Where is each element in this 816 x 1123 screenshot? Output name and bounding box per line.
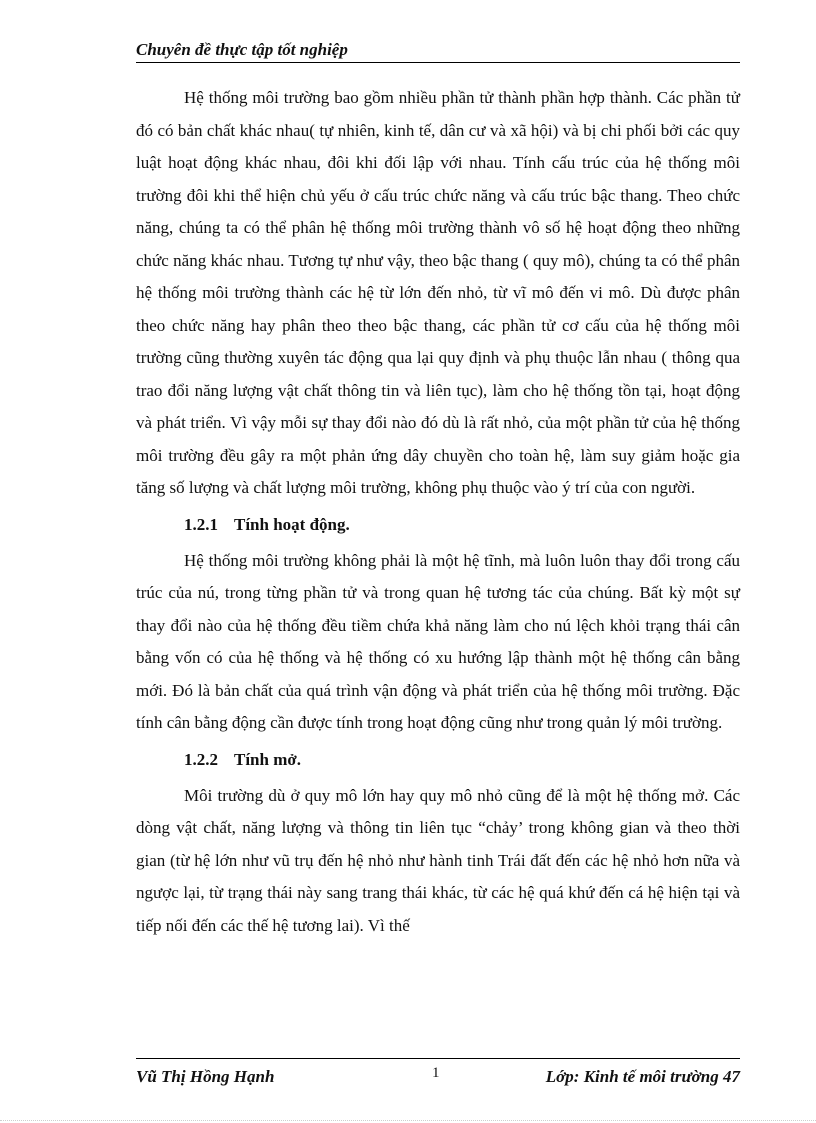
section-heading (136, 740, 740, 780)
section-heading (136, 505, 740, 545)
section-title: Tính hoạt động. (234, 514, 350, 534)
footer-author: Vũ Thị Hồng Hạnh (136, 1067, 275, 1086)
paragraph: Hệ thống môi trường không phải là một hệ tĩnh, mà luôn luôn thay đổi trong cấu trúc của nú, trong từng phần tử và trong quan hệ tương tác của chúng. Bất kỳ một sự thay đổi nào của hệ thống đều tiềm chứa khả năng làm cho nú lệch khỏi trạng thái cân bằng vốn có của hệ thống và hệ thống có xu hướng lập thành một hệ thống cân bằng mới. Đó là bản chất của quá trình vận động và phát triển của hệ thống môi trường. Đặc tính cân bằng động cần được tính trong hoạt động cũng như trong quản lý môi trường. (136, 550, 740, 732)
paragraph: Hệ thống môi trường bao gồm nhiều phần tử thành phần hợp thành. Các phần tử đó có bản chất khác nhau( tự nhiên, kinh tế, dân cư và xã hội) và bị chi phối bởi các quy luật hoạt động khác nhau, đôi khi đối lập với nhau. Tính cấu trúc của hệ thống môi trường đôi khi thể hiện chủ yếu ở cấu trúc chức năng và cấu trúc bậc thang. Theo chức năng, chúng ta có thể phân hệ thống môi trường thành vô số hệ hoạt động theo những chức năng khác nhau. Tương tự như vậy, theo bậc thang ( quy mô), chúng ta có thể phân hệ thống môi trường thành các hệ từ lớn đến nhỏ, từ vĩ mô đến vi mô. Dù được phân theo chức năng hay phân theo theo bậc thang, các phần tử cơ cấu của hệ thống môi trường cũng thường xuyên tác động qua lại quy định và phụ thuộc lẫn nhau ( thông qua trao đổi năng lượng vật chất thông tin và liên tục), làm cho hệ thống tồn tại, hoạt động và phát triển. Vì vậy mỗi sự thay đổi nào đó dù là rất nhỏ, của một phần tử của hệ thống môi trường đều gây ra một phản ứng dây chuyền cho toàn hệ, làm suy giảm hoặc gia tăng số lượng và chất lượng môi trường, không phụ thuộc vào ý trí của con người. (136, 88, 740, 497)
paragraph: Môi trường dù ở quy mô lớn hay quy mô nhỏ cũng để là một hệ thống mở. Các dòng vật chất, năng lượng và thông tin liên tục “chảy’ trong không gian và theo thời gian (từ hệ lớn như vũ trụ đến hệ nhỏ như hành tinh Trái đất đến các hệ nhỏ hơn nữa và ngược lại, từ trạng thái này sang trang thái khác, từ các hệ quá khứ đến cá hệ hiện tại và tiếp nối đến các thế hệ tương lai). Vì thế (136, 785, 740, 935)
section-number: 1.2.1 (184, 514, 218, 534)
footer-class: Lớp: Kinh tế môi trường 47 (545, 1067, 740, 1086)
document-body (136, 82, 740, 942)
section-title: Tính mở. (234, 749, 302, 769)
section-number: 1.2.2 (184, 749, 218, 769)
header-title: Chuyên đề thực tập tốt nghiệp (136, 40, 348, 59)
page-header (136, 36, 740, 63)
page-edge-divider (0, 1120, 816, 1121)
page-number: 1 (432, 1065, 440, 1081)
page-footer (136, 1058, 740, 1093)
